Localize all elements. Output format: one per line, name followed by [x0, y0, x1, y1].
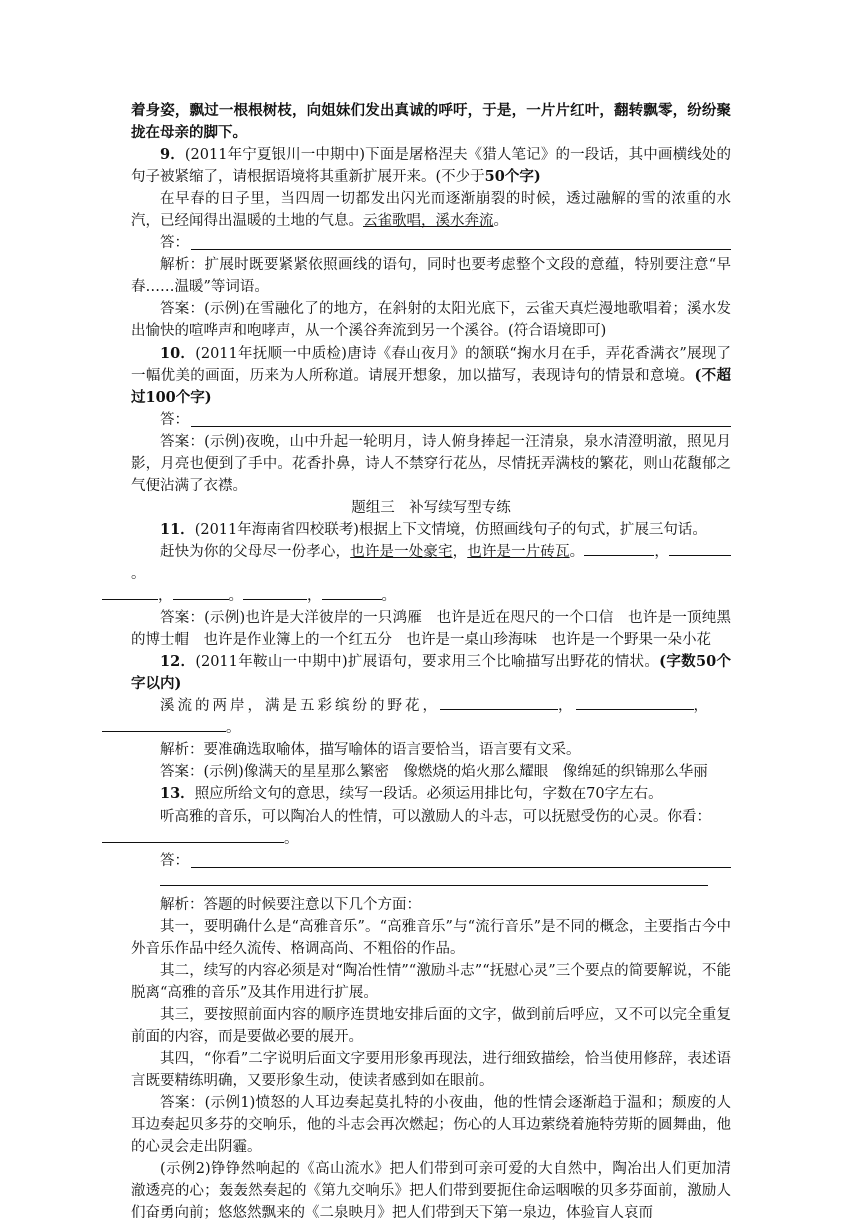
q12-source-passage: 溪流的两岸，满是五彩缤纷的野花， ， ， 。 [131, 695, 731, 739]
underlined-sentence: 也许是一片砖瓦 [467, 543, 570, 560]
q9-answer: 答案：(示例)在雪融化了的地方，在斜射的太阳光底下，云雀天真烂漫地歌唱着；溪水发出愉快的喧哗声和咆哮声，从一个溪谷奔流到另一个溪谷。(符合语境即可) [131, 301, 731, 340]
answer-line[interactable] [160, 409, 731, 431]
question-text: (2011年海南省四校联考)根据上下文情境，仿照画线句子的句式，扩展三句话。 [194, 521, 707, 538]
question-9 [131, 144, 731, 188]
question-text: (2011年抚顺一中质检)唐诗《春山夜月》的颔联“掬水月在手，弄花香满衣”展现了一幅优美的画面，历来为人所称道。请展开想象，加以描写，表现诗句的情景和意境。 [131, 345, 731, 384]
fill-blank[interactable] [440, 695, 558, 710]
q12-analysis: 解析：要准确选取喻体，描写喻体的语言要恰当，语言要有文采。 [160, 742, 581, 759]
q11-answer: 答案：(示例)也许是大洋彼岸的一只鸿雁 也许是近在咫尺的一个口信 也许是一顶纯黑的博士帽 也许是作业簿上的一个红五分 也许是一桌山珍海味 也许是一个野果一朵小花 [131, 610, 731, 649]
question-text: (2011年鞍山一中期中)扩展语句，要求用三个比喻描写出野花的情状。 [195, 654, 660, 671]
q13-analysis: 解析：答题的时候要注意以下几个方面： [160, 896, 421, 913]
question-text: 照应所给文句的意思，续写一段话。必须运用排比句，字数在70字左右。 [194, 786, 663, 803]
q13-source-passage: 听高雅的音乐，可以陶冶人的性情，可以激励人的斗志，可以抚慰受伤的心灵。你看： 。 [131, 806, 731, 850]
q12-answer: 答案：(示例)像满天的星星那么繁密 像燃烧的焰火那么耀眼 像绵延的织锦那么华丽 [160, 764, 708, 781]
fill-blank[interactable] [243, 585, 307, 600]
answer-line-continued[interactable] [160, 872, 708, 886]
q11-source-passage: 赶快为你的父母尽一份孝心，也许是一处豪宅，也许是一片砖瓦。 ，。 ， 。 ， 。 [131, 541, 731, 607]
document-page [131, 100, 731, 1224]
q13-point-4: 其四，“你看”二字说明后面文字要用形象再现法，进行细致描绘，恰当使用修辞，表述语言既要精练明确，又要形象生动，使读者感到如在眼前。 [131, 1050, 731, 1090]
q13-point-1: 其一，要明确什么是“高雅音乐”。“高雅音乐”与“流行音乐”是不同的概念，主要指古今中外音乐作品中经久流传、格调高尚、不粗俗的作品。 [131, 918, 731, 957]
answer-line[interactable] [160, 232, 731, 254]
fill-blank[interactable] [576, 695, 694, 710]
question-number: 9． [160, 146, 185, 164]
answer-label: 答： [160, 235, 189, 252]
fill-blank[interactable] [102, 717, 226, 732]
question-10 [131, 343, 731, 409]
answer-label: 答： [160, 411, 189, 428]
answer-label: 答： [160, 852, 189, 869]
question-12 [131, 651, 731, 695]
word-count-requirement: (不超过100个字) [131, 366, 731, 406]
q13-point-2: 其二，续写的内容必须是对“陶冶性情”“激励斗志”“抚慰心灵”三个要点的简要解说，不能脱离“高雅的音乐”及其作用进行扩展。 [131, 962, 731, 1001]
question-13 [131, 783, 731, 805]
fill-blank[interactable] [102, 828, 284, 843]
fill-blank[interactable] [322, 585, 382, 600]
q9-analysis: 解析：扩展时既要紧紧依照画线的语句，同时也要考虑整个文段的意蕴，特别要注意“早春……温暖”等词语。 [131, 257, 731, 296]
question-text: (2011年宁夏银川一中期中)下面是屠格涅夫《猎人笔记》的一段话，其中画横线处的句子被紧缩了，请根据语境将其重新扩展开来。(不少于 [131, 147, 731, 186]
q13-answer-1: 答案：(示例1)愤怒的人耳边奏起莫扎特的小夜曲，他的性情会逐渐趋于温和；颓废的人耳边奏起贝多芬的交响乐，他的斗志会再次燃起；伤心的人耳边萦绕着施特劳斯的圆舞曲，他的心灵会走出阴霾。 [131, 1095, 731, 1156]
question-number: 11． [160, 520, 195, 538]
q13-answer-2: (示例2)铮铮然响起的《高山流水》把人们带到可亲可爱的大自然中，陶冶出人们更加清澈透亮的心；轰轰然奏起的《第九交响乐》把人们带到要扼住命运咽喉的贝多芬面前，激励人们奋勇向前；悠悠然飘来的《二泉映月》把人们带到天下第一泉边，体验盲人哀而 [131, 1161, 731, 1222]
q10-answer: 答案：(示例)夜晚，山中升起一轮明月，诗人俯身捧起一汪清泉，泉水清澄明澈，照见月影，月亮也便到了手中。花香扑鼻，诗人不禁穿行花丛，尽情抚弄满枝的繁花，则山花馥郁之气便沾满了衣襟。 [131, 433, 731, 494]
q9-source-passage: 在早春的日子里，当四周一切都发出闪光而逐渐崩裂的时候，透过融解的雪的浓重的水汽，已经闻得出温暖的土地的气息。云雀歌唱，溪水奔流。 [131, 191, 731, 230]
question-number: 10． [160, 344, 196, 362]
underlined-sentence: 也许是一处豪宅 [350, 543, 453, 560]
fill-blank[interactable] [669, 541, 731, 556]
underlined-sentence: 云雀歌唱，溪水奔流 [363, 213, 494, 230]
continued-paragraph: 着身姿，飘过一根根树枝，向姐妹们发出真诚的呼吁，于是，一片片红叶，翻转飘零，纷纷聚拢在母亲的脚下。 [131, 102, 731, 142]
section-heading: 题组三 补写续写型专练 [351, 499, 511, 516]
word-count-requirement: (字数50个字以内) [131, 653, 731, 693]
fill-blank[interactable] [584, 541, 654, 556]
answer-line[interactable] [160, 850, 731, 872]
fill-blank[interactable] [102, 585, 158, 600]
question-11 [131, 519, 731, 541]
question-number: 12． [160, 653, 196, 671]
fill-blank[interactable] [173, 585, 229, 600]
word-count-requirement: 50个字) [484, 168, 541, 186]
question-number: 13． [160, 785, 195, 803]
q13-point-3: 其三，要按照前面内容的顺序连贯地安排后面的文字，做到前后呼应，又不可以完全重复前面的内容，而是要做必要的展开。 [131, 1006, 731, 1045]
